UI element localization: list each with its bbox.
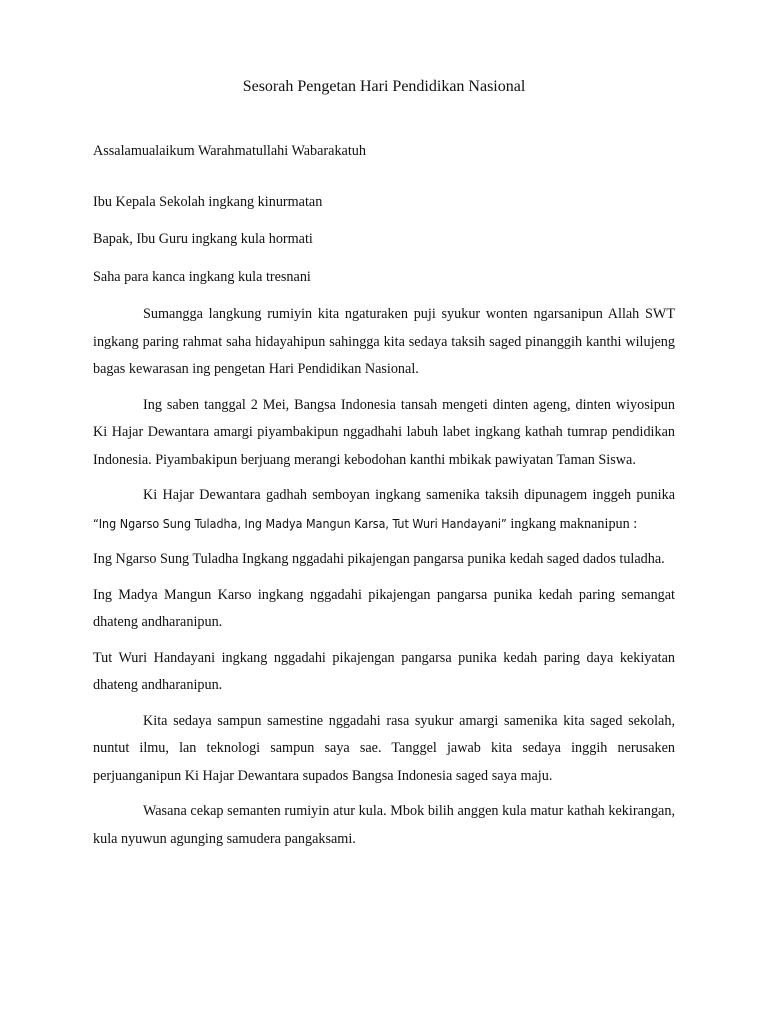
paragraph-gratitude: Kita sedaya sampun samestine nggadahi rasa syukur amargi samenika kita saged sekolah, nuntut ilmu, lan teknologi sampun saya sae. Tanggel jawab kita sedaya inggih nerusaken perjuanganipun Ki Hajar Dewantara supados Bangsa Indonesia saged saya maju. [93,712,675,784]
greeting-line: Ibu Kepala Sekolah ingkang kinurmatan [93,193,323,210]
motto-outro: ingkang maknanipun : [506,515,638,532]
meaning-item: Tut Wuri Handayani ingkang nggadahi pikajengan pangarsa punika kedah paring daya kekiyatan dhateng andharanipun. [93,649,675,693]
paragraph-opening: Sumangga langkung rumiyin kita ngaturaken puji syukur wonten ngarsanipun Allah SWT ingkang paring rahmat saha hidayahipun sahingga kita sedaya taksih saged pinanggih kanthi wilujeng bagas kewarasan ing pengetan Hari Pendidikan Nasional. [93,306,675,377]
paragraph-motto [93,482,675,538]
document-title: Sesorah Pengetan Hari Pendidikan Nasional [242,78,526,95]
meaning-item: Ing Madya Mangun Karso ingkang nggadahi pikajengan pangarsa punika kedah paring semangat dhateng andharanipun. [93,586,675,630]
meaning-item: Ing Ngarso Sung Tuladha Ingkang nggadahi pikajengan pangarsa punika kedah saged dados tuladha. [93,551,665,567]
motto-quote: “Ing Ngarso Sung Tuladha, Ing Madya Mangun Karsa, Tut Wuri Handayani” [93,515,507,531]
salam-opening: Assalamualaikum Warahmatullahi Wabarakatuh [93,143,366,159]
greeting-line: Saha para kanca ingkang kula tresnani [93,268,311,285]
paragraph-closing: Wasana cekap semanten rumiyin atur kula. Mbok bilih anggen kula matur kathah kekirangan, kula nyuwun agunging samudera pangaksami. [93,803,675,847]
paragraph-history: Ing saben tanggal 2 Mei, Bangsa Indonesia tansah mengeti dinten ageng, dinten wiyosipun Ki Hajar Dewantara amargi piyambakipun nggadhahi labuh labet ingkang kathah tumrap pendidikan Indonesia. Piyambakipun berjuang merangi kebodohan kanthi mbikak pawiyatan Taman Siswa. [93,396,675,468]
greeting-line: Bapak, Ibu Guru ingkang kula hormati [93,231,313,247]
document-body [93,138,675,861]
motto-intro: Ki Hajar Dewantara gadhah semboyan ingkang samenika taksih dipunagem inggeh punika [143,487,675,503]
